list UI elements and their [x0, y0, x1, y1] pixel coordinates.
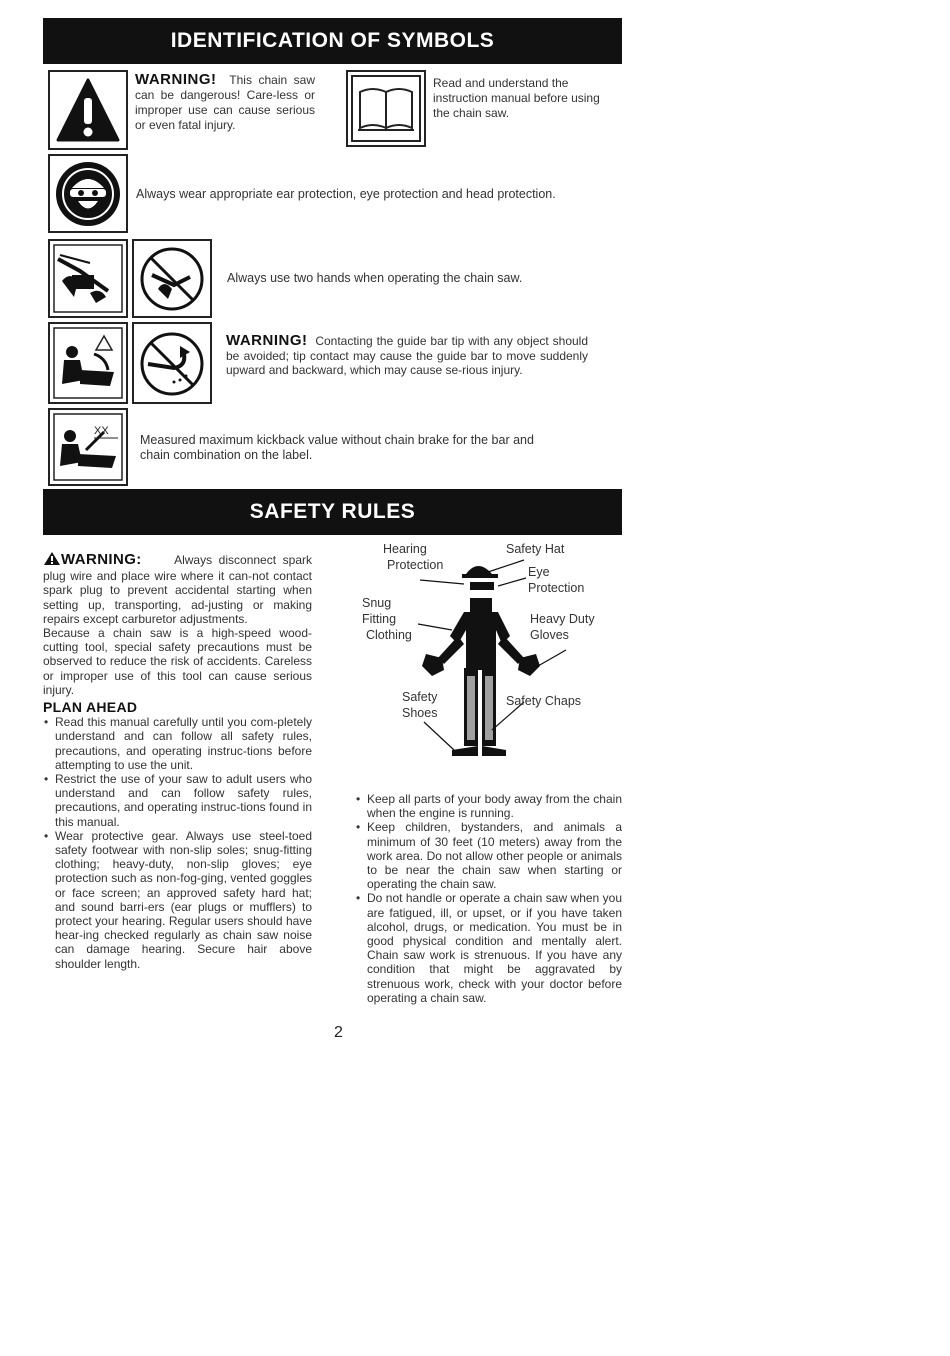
plan-ahead-list [43, 715, 312, 971]
kickback-warning-icon [48, 322, 128, 404]
identification-banner: IDENTIFICATION OF SYMBOLS [43, 18, 622, 64]
label-eye: Eye [528, 565, 550, 579]
safety-right-column [355, 792, 622, 1005]
label-heavy-duty: Heavy Duty [530, 612, 595, 626]
list-item: • Keep children, bystanders, and animals a minimum of 30 feet (10 meters) away from the work area. Do not allow other people or animals to be near the chain saw when starting or operating the chain saw. [355, 820, 622, 891]
warning-title: WARNING! [135, 71, 217, 88]
safety-left-column [43, 551, 312, 971]
head-protection-icon [48, 154, 128, 233]
label-safety: Safety [402, 690, 438, 704]
manual-book-icon [346, 70, 426, 147]
label-snug: Snug [362, 596, 392, 610]
label-safety-hat: Safety Hat [506, 542, 565, 556]
warning-small-icon [43, 551, 61, 569]
protection-description: Always wear appropriate ear protection, eye protection and head protection. [136, 187, 556, 201]
two-hands-description: Always use two hands when operating the chain saw. [227, 271, 523, 285]
page-number: 2 [334, 1024, 343, 1041]
protective-gear-figure [360, 540, 622, 765]
intro-paragraph: Because a chain saw is a high-speed wood-cutting tool, special safety precautions must be observed to reduce the risk of accidents. Careless or improper use of this tool can cause serious injury. [43, 626, 312, 697]
kickback-value-icon [48, 408, 128, 486]
kickback-description [226, 334, 588, 378]
list-item: • Wear protective gear. Always use steel-toed safety footwear with non-slip soles; snug-fitting clothing; heavy-duty, non-slip gloves; eye protection such as non-fog-ging, vented goggles or face screen; an approved safety hard hat; and sound barri-ers (ear plugs or mufflers) to protect your hearing. Regular users should have hear-ing checked regularly as chain saw noise can damage hearing. Secure hair above shoulder length. [43, 829, 312, 971]
kickback-value-description: Measured maximum kickback value without chain brake for the bar and chain combination on the label. [140, 433, 534, 462]
bar-tip-contact-prohibited-icon [132, 322, 212, 404]
person-in-gear-illustration [360, 540, 622, 765]
manual-description: Read and understand the instruction manual before using the chain saw. [433, 76, 600, 120]
label-safety-chaps: Safety Chaps [506, 694, 582, 708]
label-fitting: Fitting [362, 612, 397, 626]
plan-ahead-heading: PLAN AHEAD [43, 699, 138, 716]
label-gloves: Gloves [530, 628, 569, 642]
right-rules-list [355, 792, 622, 1005]
label-shoes: Shoes [402, 706, 438, 720]
warning-description [135, 72, 315, 133]
list-item: • Read this manual carefully until you com-pletely understand and can follow all safety rules, precautions, and operating instruc-tions before attempting to use the unit. [43, 715, 312, 772]
kickback-warning-text: Contacting the guide bar tip with any object should be avoided; tip contact may cause the guide bar to move suddenly upward and backward, which may cause se-rious injury. [226, 334, 589, 377]
label-clothing: Clothing [366, 628, 412, 642]
warning-triangle-icon [48, 70, 128, 150]
label-hearing-protection: Protection [387, 558, 444, 572]
safety-rules-banner: SAFETY RULES [43, 489, 622, 535]
label-hearing: Hearing [383, 542, 427, 556]
safety-warning-text: Always disconnect spark plug wire and place wire where it can-not contact spark plug to prevent accidental starting when setting up, transporting, ad-justing or making repairs except carburetor adjustments. [43, 553, 312, 626]
list-item: • Keep all parts of your body away from the chain when the engine is running. [355, 792, 622, 820]
one-hand-prohibited-icon [132, 239, 212, 318]
kickback-symbol-label: XX [94, 425, 109, 437]
safety-warning-title: WARNING: [61, 551, 142, 568]
kickback-warning-title: WARNING! [226, 332, 308, 349]
list-item: • Do not handle or operate a chain saw when you are fatigued, ill, or upset, or if you have taken alcohol, drugs, or medication. You must be in good physical condition and mentally alert. Chain saw work is strenuous. If you have any condition that might be aggravated by strenuous work, check with your doctor before operating a chain saw. [355, 891, 622, 1005]
label-eye-protection: Protection [528, 581, 585, 595]
two-hands-saw-icon [48, 239, 128, 318]
disconnect-warning [43, 551, 312, 626]
warning-text: This chain saw can be dangerous! Care-less or improper use can cause serious or even fatal injury. [135, 73, 315, 132]
list-item: • Restrict the use of your saw to adult users who understand and can follow safety rules, precautions, and operating instruc-tions found in this manual. [43, 772, 312, 829]
